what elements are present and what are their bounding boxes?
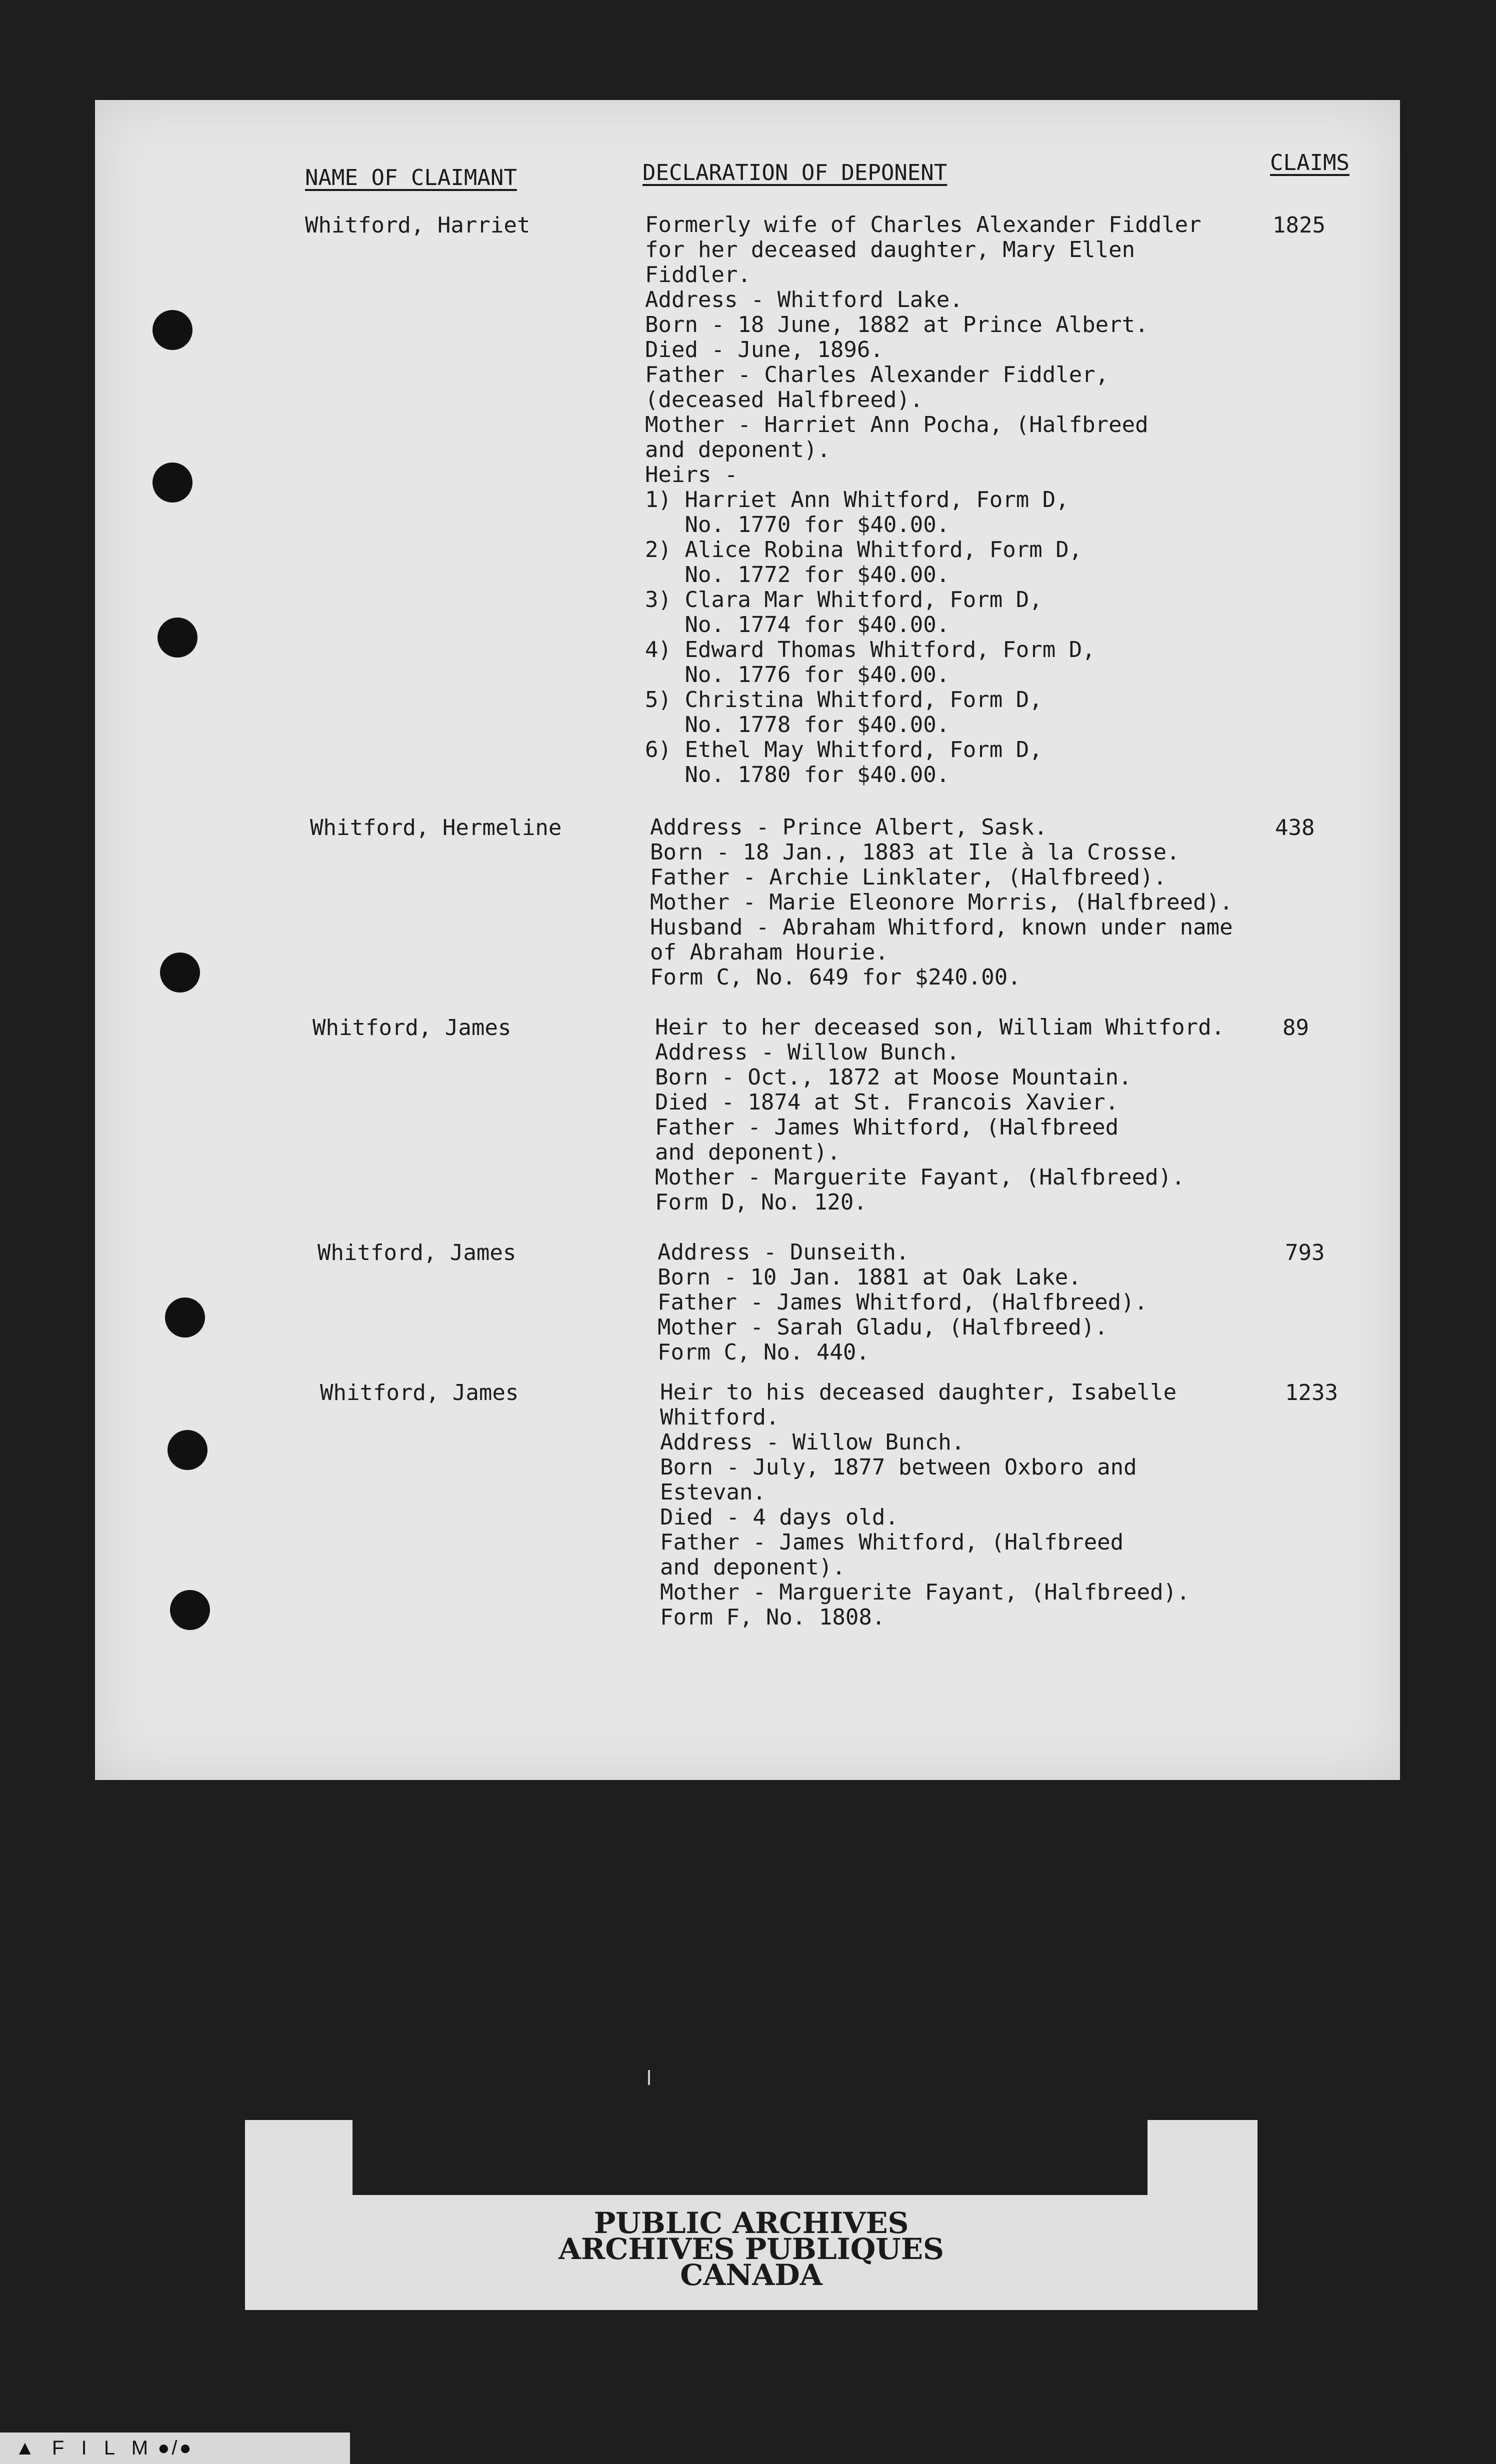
declaration-line: Father - Archie Linklater, (Halfbreed). xyxy=(650,864,1167,890)
declaration-line: Heir to his deceased daughter, Isabelle xyxy=(660,1380,1177,1405)
declaration-line: Mother - Sarah Gladu, (Halfbreed). xyxy=(658,1314,1108,1340)
declaration-line: Formerly wife of Charles Alexander Fiddler xyxy=(645,212,1202,238)
declaration-line: Born - 10 Jan. 1881 at Oak Lake. xyxy=(658,1264,1082,1290)
declaration-line: Father - James Whitford, (Halfbreed xyxy=(660,1530,1124,1555)
declaration-line: 4) Edward Thomas Whitford, Form D, xyxy=(645,637,1096,662)
stamp-notch xyxy=(352,2120,1148,2195)
declaration-line: Born - July, 1877 between Oxboro and xyxy=(660,1454,1137,1480)
declaration-line: Mother - Marguerite Fayant, (Halfbreed). xyxy=(660,1580,1190,1605)
declaration-line: Form C, No. 440. xyxy=(658,1340,870,1365)
stamp-line-1: PUBLIC ARCHIVES xyxy=(594,2206,909,2240)
claim-number: 793 xyxy=(1285,1240,1325,1266)
declaration-line: Father - James Whitford, (Halfbreed xyxy=(655,1114,1119,1140)
declaration-line: of Abraham Hourie. xyxy=(650,940,888,965)
declaration-line: 2) Alice Robina Whitford, Form D, xyxy=(645,537,1082,562)
declaration-line: 1) Harriet Ann Whitford, Form D, xyxy=(645,487,1069,512)
punch-hole xyxy=(168,1430,208,1470)
claimant-name: Whitford, James xyxy=(312,1015,512,1040)
declaration-line: 5) Christina Whitford, Form D, xyxy=(645,687,1042,712)
declaration-text xyxy=(650,815,1290,990)
stamp-text xyxy=(245,2206,1258,2292)
film-mark xyxy=(648,2070,650,2085)
declaration-line: and deponent). xyxy=(645,437,830,462)
declaration-line: Mother - Marie Eleonore Morris, (Halfbreed). xyxy=(650,890,1233,915)
declaration-line: 6) Ethel May Whitford, Form D, xyxy=(645,737,1042,762)
declaration-line: Born - Oct., 1872 at Moose Mountain. xyxy=(655,1064,1132,1090)
declaration-text xyxy=(645,212,1285,788)
declaration-line: Died - June, 1896. xyxy=(645,337,884,362)
declaration-line: No. 1776 for $40.00. xyxy=(645,662,950,688)
declaration-line: Address - Willow Bunch. xyxy=(660,1430,965,1455)
claimant-name: Whitford, Hermeline xyxy=(310,815,562,840)
punch-hole xyxy=(160,952,200,992)
declaration-line: Address - Willow Bunch. xyxy=(655,1040,960,1065)
declaration-line: Whitford. xyxy=(660,1404,780,1430)
declaration-line: No. 1774 for $40.00. xyxy=(645,612,950,638)
declaration-text xyxy=(658,1240,1298,1365)
declaration-text xyxy=(655,1015,1295,1215)
claimant-name: Whitford, James xyxy=(318,1240,516,1266)
declaration-line: Fiddler. xyxy=(645,262,751,288)
declaration-line: Address - Whitford Lake. xyxy=(645,287,963,312)
stamp-line-2: ARCHIVES PUBLIQUES xyxy=(558,2232,944,2266)
declaration-line: Heir to her deceased son, William Whitford. xyxy=(655,1014,1225,1040)
declaration-line: Form C, No. 649 for $240.00. xyxy=(650,964,1021,990)
claim-number: 89 xyxy=(1282,1015,1309,1040)
declaration-line: Father - Charles Alexander Fiddler, xyxy=(645,362,1109,388)
declaration-line: Died - 4 days old. xyxy=(660,1504,898,1530)
claim-number: 1825 xyxy=(1272,212,1326,238)
punch-hole xyxy=(170,1590,210,1630)
archives-stamp xyxy=(245,2120,1258,2310)
claim-number: 1233 xyxy=(1285,1380,1338,1406)
declaration-line: Form D, No. 120. xyxy=(655,1190,867,1215)
claimant-name: Whitford, James xyxy=(320,1380,519,1406)
declaration-line: Father - James Whitford, (Halfbreed). xyxy=(658,1290,1148,1315)
declaration-line: Born - 18 Jan., 1883 at Ile à la Crosse. xyxy=(650,840,1180,865)
film-marker: ▲ F I L M ●/● xyxy=(0,2432,350,2464)
claim-number: 438 xyxy=(1275,815,1315,840)
declaration-line: No. 1770 for $40.00. xyxy=(645,512,950,538)
punch-hole xyxy=(152,310,192,350)
declaration-line: Form F, No. 1808. xyxy=(660,1604,886,1630)
declaration-line: Husband - Abraham Whitford, known under name xyxy=(650,914,1233,940)
declaration-line: Mother - Marguerite Fayant, (Halfbreed). xyxy=(655,1164,1185,1190)
declaration-line: No. 1772 for $40.00. xyxy=(645,562,950,588)
stamp-line-3: CANADA xyxy=(680,2258,822,2292)
declaration-line: Died - 1874 at St. Francois Xavier. xyxy=(655,1090,1119,1115)
header-claims: CLAIMS xyxy=(1270,150,1350,176)
punch-hole xyxy=(165,1298,205,1338)
punch-hole xyxy=(158,618,198,658)
declaration-line: (deceased Halfbreed). xyxy=(645,387,924,412)
declaration-line: Address - Dunseith. xyxy=(658,1240,910,1265)
punch-hole xyxy=(152,462,192,502)
header-name-of-claimant: NAME OF CLAIMANT xyxy=(305,165,517,190)
declaration-line: Heirs - xyxy=(645,462,738,488)
declaration-line: Address - Prince Albert, Sask. xyxy=(650,814,1048,840)
declaration-line: for her deceased daughter, Mary Ellen xyxy=(645,237,1136,262)
declaration-line: Estevan. xyxy=(660,1480,766,1505)
declaration-line: and deponent). xyxy=(655,1140,840,1165)
declaration-line: No. 1780 for $40.00. xyxy=(645,762,950,788)
declaration-line: No. 1778 for $40.00. xyxy=(645,712,950,738)
declaration-text xyxy=(660,1380,1300,1630)
declaration-line: and deponent). xyxy=(660,1554,846,1580)
declaration-line: Born - 18 June, 1882 at Prince Albert. xyxy=(645,312,1148,338)
claimant-name: Whitford, Harriet xyxy=(305,212,530,238)
declaration-line: 3) Clara Mar Whitford, Form D, xyxy=(645,587,1042,612)
declaration-line: Mother - Harriet Ann Pocha, (Halfbreed xyxy=(645,412,1148,438)
header-declaration-of-deponent: DECLARATION OF DEPONENT xyxy=(642,160,948,186)
document-page xyxy=(95,100,1400,1780)
